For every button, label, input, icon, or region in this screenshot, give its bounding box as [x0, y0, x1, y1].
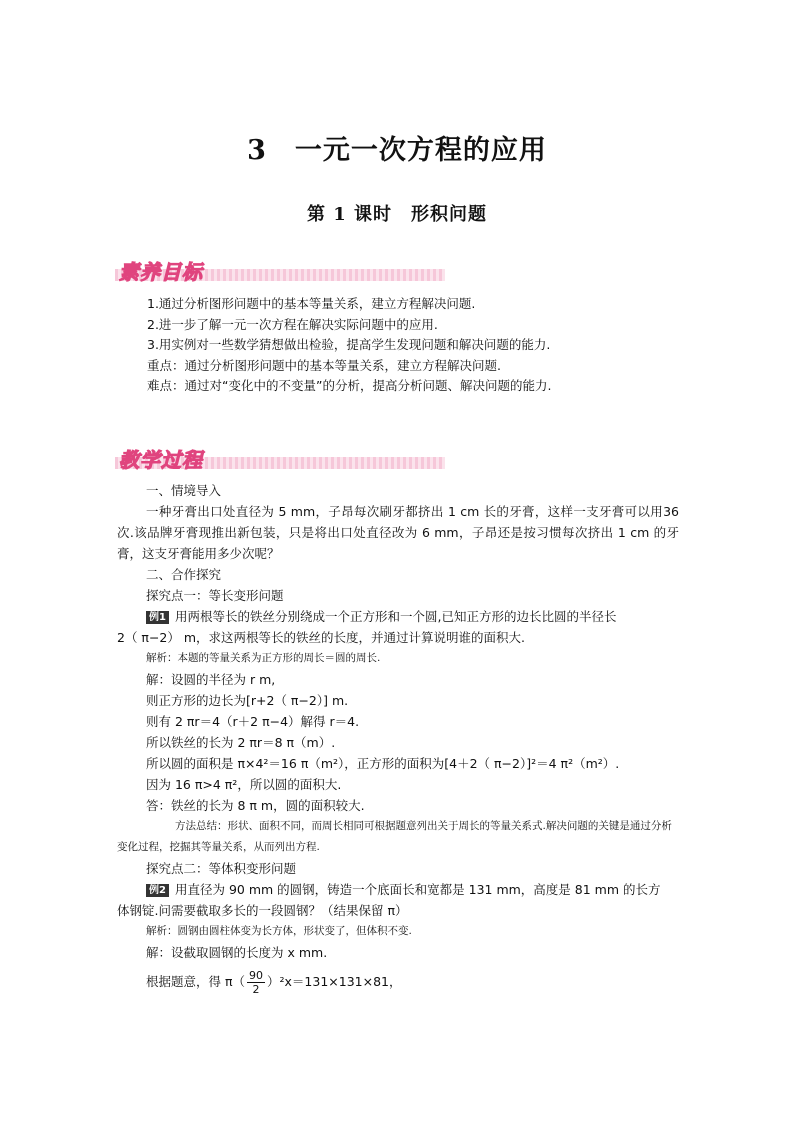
intro-paragraph: 一种牙膏出口处直径为 5 mm，子昂每次刷牙都挤出 1 cm 长的牙膏，这样一支牙膏可以用36 次.该品牌牙膏现推出新包装，只是将出口处直径改为 6 mm，子昂还是按习惯每次挤出 1 cm 的牙膏，这支牙膏能用多少次呢？ [117, 504, 679, 561]
explore-point-heading: 探究点一：等长变形问题 [146, 588, 284, 603]
goal-item: 2.进一步了解一元一次方程在解决实际问题中的应用. [147, 316, 438, 332]
solution-answer: 答：铁丝的长为 8 π m，圆的面积较大. [146, 798, 365, 813]
example-1-line-2: 2（ π−2） m，求这两根等长的铁丝的长度，并通过计算说明谁的面积大. [117, 630, 526, 645]
equation-suffix: ）²x＝131×131×81， [267, 974, 402, 989]
equation-line [117, 969, 679, 996]
lesson-subtitle: 第 1 课时 形积问题 [306, 204, 488, 225]
example-2-line-1 [117, 879, 679, 900]
goal-item: 1.通过分析图形问题中的基本等量关系，建立方程解决问题. [147, 296, 476, 311]
example-2-analysis: 解析：圆钢由圆柱体变为长方体，形状变了，但体积不变. [146, 925, 412, 937]
example-badge: 例2 [146, 884, 169, 897]
equation-prefix: 根据题意，得 π（ [146, 974, 245, 989]
example-1-line-1 [117, 606, 679, 627]
solution-step: 解：设截取圆钢的长度为 x mm. [146, 945, 328, 960]
goals-list [147, 294, 687, 397]
section-heading: 一、情境导入 [146, 483, 222, 498]
fraction [247, 969, 265, 996]
example-badge: 例1 [146, 611, 169, 624]
solution-step: 因为 16 π>4 π²，所以圆的面积大. [146, 777, 342, 792]
method-summary: 方法总结：形状、面积不同，而周长相同可根据题意列出关于周长的等量关系式.解决问题的关键是通过分析变化过程，挖掘其等量关系，从而列出方程. [117, 820, 672, 853]
example-2-line-2: 体钢锭.问需要截取多长的一段圆钢？（结果保留 π） [117, 903, 408, 918]
section-heading: 二、合作探究 [146, 567, 222, 582]
fraction-denominator: 2 [252, 983, 260, 996]
lesson-body [117, 480, 679, 996]
solution-step: 则有 2 πr＝4（r＋2 π−4）解得 r＝4. [146, 714, 360, 729]
goal-difficulty: 难点：通过对“变化中的不变量”的分析，提高分析问题、解决问题的能力. [147, 378, 552, 393]
process-banner-label: 教学过程 [119, 448, 203, 472]
fraction-numerator: 90 [249, 969, 263, 982]
goal-key-point: 重点：通过分析图形问题中的基本等量关系，建立方程解决问题. [147, 357, 501, 373]
solution-step: 解：设圆的半径为 r m, [146, 672, 276, 687]
example-1-text: 用两根等长的铁丝分别绕成一个正方形和一个圆,已知正方形的边长比圆的半径长 [174, 609, 617, 624]
goal-item: 3.用实例对一些数学猜想做出检验，提高学生发现问题和解决问题的能力. [147, 337, 551, 352]
goals-banner [115, 258, 445, 284]
example-2-text: 用直径为 90 mm 的圆钢，铸造一个底面长和宽都是 131 mm，高度是 81 mm 的长方 [174, 882, 661, 897]
process-banner [115, 446, 445, 472]
explore-point-heading: 探究点二：等体积变形问题 [146, 861, 297, 876]
goals-banner-label: 素养目标 [119, 260, 203, 284]
solution-step: 所以铁丝的长为 2 πr＝8 π（m）. [146, 735, 336, 750]
example-1-analysis: 解析：本题的等量关系为正方形的周长＝圆的周长. [146, 652, 381, 664]
solution-step: 则正方形的边长为[r+2（ π−2）] m. [146, 693, 349, 708]
page-title: 3 一元一次方程的应用 [247, 135, 547, 166]
solution-step: 所以圆的面积是 π×4²＝16 π（m²），正方形的面积为[4＋2（ π−2）]²＝4 π²（m²）. [146, 756, 620, 771]
